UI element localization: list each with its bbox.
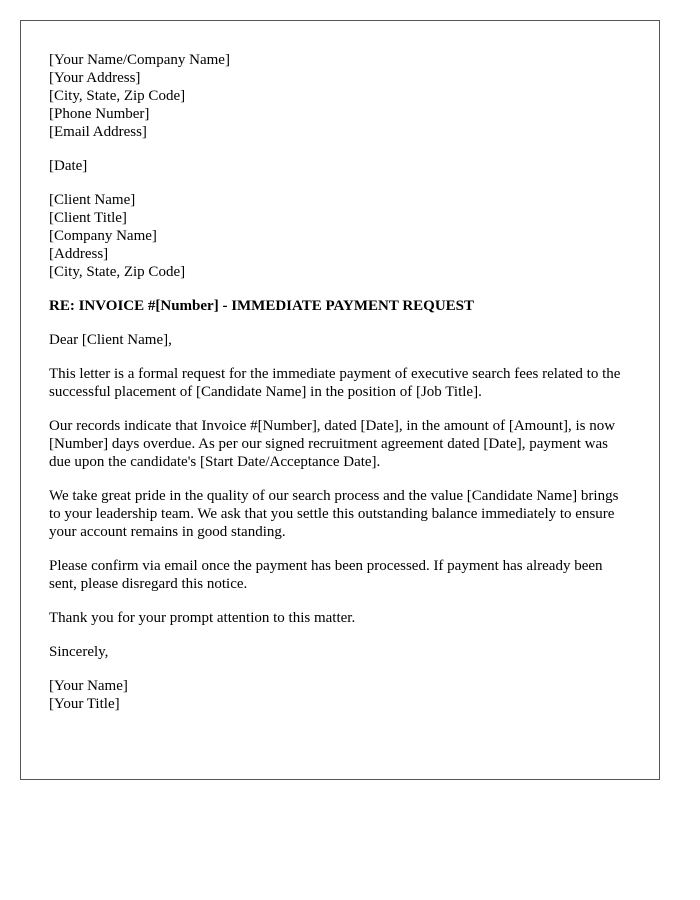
body-paragraph-5: Thank you for your prompt attention to this matter. bbox=[49, 610, 356, 626]
sender-name: [Your Name/Company Name] bbox=[49, 52, 230, 68]
letter-date: [Date] bbox=[49, 158, 88, 174]
date-block bbox=[49, 157, 631, 175]
body-paragraph-1: This letter is a formal request for the immediate payment of executive search fees related to the successful placement of [Candidate Name] in the position of [Job Title]. bbox=[49, 366, 621, 400]
sender-city-state-zip: [City, State, Zip Code] bbox=[49, 88, 186, 104]
recipient-name: [Client Name] bbox=[49, 192, 136, 208]
sender-address: [Your Address] bbox=[49, 70, 141, 86]
body-paragraph-2: Our records indicate that Invoice #[Number], dated [Date], in the amount of [Amount], is now [Number] days overdue. As per our signed recruitment agreement dated [Date], payment was due upon the candidate's [Start Date/Acceptance Date]. bbox=[49, 418, 616, 470]
closing: Sincerely, bbox=[49, 644, 109, 660]
signature-block bbox=[49, 677, 631, 713]
letter-page bbox=[20, 20, 660, 780]
sender-email: [Email Address] bbox=[49, 124, 147, 140]
sender-block bbox=[49, 51, 631, 141]
subject-line: RE: INVOICE #[Number] - IMMEDIATE PAYMENT REQUEST bbox=[49, 298, 475, 314]
recipient-city-state-zip: [City, State, Zip Code] bbox=[49, 264, 186, 280]
body-paragraph-4: Please confirm via email once the payment has been processed. If payment has already been sent, please disregard this notice. bbox=[49, 558, 603, 592]
recipient-block bbox=[49, 191, 631, 281]
signature-title: [Your Title] bbox=[49, 696, 120, 712]
recipient-address: [Address] bbox=[49, 246, 109, 262]
recipient-title: [Client Title] bbox=[49, 210, 127, 226]
sender-phone: [Phone Number] bbox=[49, 106, 150, 122]
recipient-company: [Company Name] bbox=[49, 228, 157, 244]
salutation: Dear [Client Name], bbox=[49, 332, 172, 348]
body-paragraph-3: We take great pride in the quality of our search process and the value [Candidate Name] brings to your leadership team. We ask that you settle this outstanding balance immediately to ensure your account remains in good standing. bbox=[49, 488, 619, 540]
signature-name: [Your Name] bbox=[49, 678, 128, 694]
